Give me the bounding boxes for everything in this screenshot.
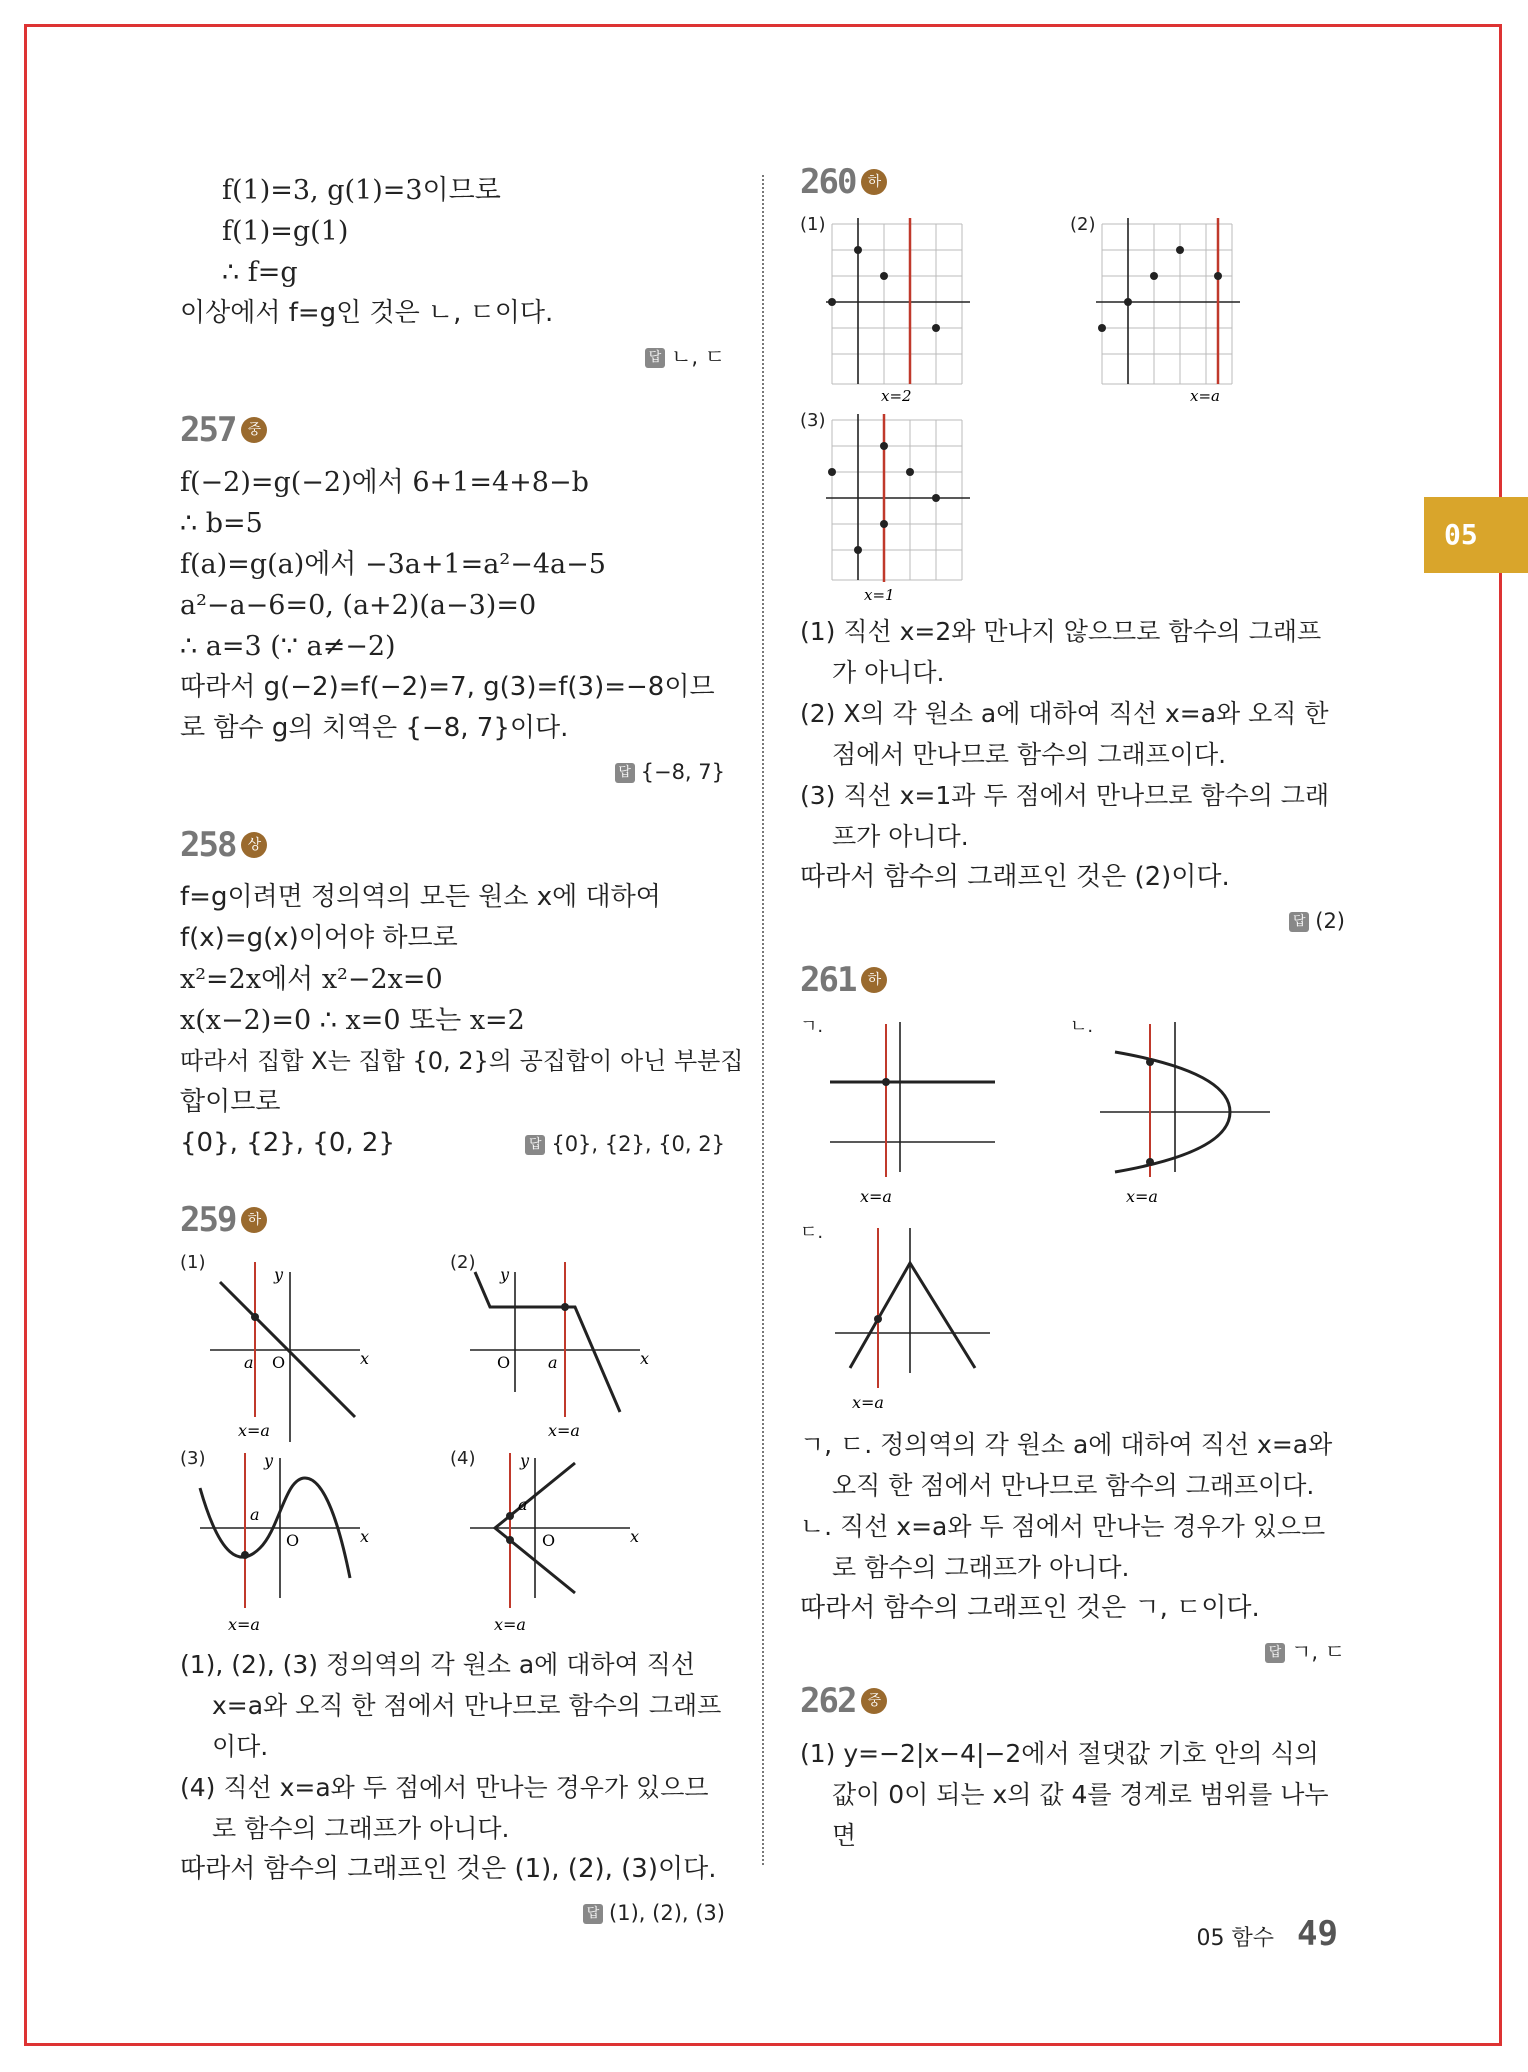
text-line: 따라서 함수의 그래프인 것은 (1), (2), (3)이다.: [180, 1854, 717, 1884]
graph-259-4: [450, 1448, 680, 1638]
graph-curve: [850, 1263, 975, 1368]
text-line: x(x−2)=0 ∴ x=0 또는 x=2: [180, 1005, 525, 1036]
chapter-label: 05 함수: [1196, 1926, 1275, 1951]
y-label: y: [264, 1451, 274, 1470]
answer-text: ㄱ, ㄷ: [1291, 1640, 1345, 1664]
text-line: ∴ a=3 (∵ a≠−2): [180, 631, 396, 662]
figure-row: [800, 1012, 1345, 1212]
answer-text: (1), (2), (3): [609, 1901, 725, 1925]
answer-text: {0}, {2}, {0, 2}: [551, 1131, 725, 1156]
a-label: a: [518, 1495, 528, 1514]
answer: [180, 1896, 725, 1930]
answer-icon: 답: [583, 1904, 603, 1924]
text-line: 이상에서 f=g인 것은 ㄴ, ㄷ이다.: [180, 298, 554, 328]
graph-260-1: [800, 214, 1000, 404]
intersection-point: [506, 1512, 514, 1520]
figure-row: [800, 410, 1345, 605]
level-badge: 중: [861, 1688, 887, 1714]
text-line: (1), (2), (3) 정의역의 각 원소 a에 대하여 직선 x=a와 오직 한 점에서 만나므로 함수의 그래프이다.: [180, 1650, 722, 1761]
text-line: (1) 직선 x=2와 만나지 않으므로 함수의 그래프가 아니다.: [800, 617, 1322, 687]
problem-259-header: [180, 1198, 725, 1242]
text-line: f(1)=g(1): [222, 216, 349, 247]
answer-text: {−8, 7}: [640, 760, 725, 784]
figure-label: ㄱ.: [800, 1016, 824, 1037]
text-line: 따라서 함수의 그래프인 것은 ㄱ, ㄷ이다.: [800, 1593, 1260, 1623]
graph-259-1: [180, 1252, 410, 1442]
y-label: y: [520, 1451, 530, 1470]
intersection-point: [561, 1303, 569, 1311]
answer: [800, 904, 1345, 938]
figure-label: ㄷ.: [800, 1222, 824, 1243]
line-label: x=1: [864, 586, 895, 604]
y-label: y: [274, 1265, 284, 1284]
text-line: ㄴ. 직선 x=a와 두 점에서 만나는 경우가 있으므로 함수의 그래프가 아니다.: [800, 1512, 1326, 1582]
graph-svg: [800, 410, 1000, 605]
data-point: [906, 468, 914, 476]
text-line: 따라서 집합 X는 집합 {0, 2}의 공집합이 아닌 부분집: [180, 1047, 744, 1075]
text-line: ㄱ, ㄷ. 정의역의 각 원소 a에 대하여 직선 x=a와 오직 한 점에서 만나므로 함수의 그래프이다.: [800, 1430, 1333, 1500]
intersection-point: [882, 1078, 890, 1086]
text-line: a²−a−6=0, (a+2)(a−3)=0: [180, 590, 537, 621]
text-line: ∴ f=g: [222, 257, 298, 288]
text-line: 따라서 함수의 그래프인 것은 (2)이다.: [800, 862, 1230, 892]
graph-260-3: [800, 410, 1000, 605]
graph-svg: [450, 1448, 680, 1638]
graph-261-b: [1070, 1012, 1290, 1212]
line-label: x=a: [228, 1615, 260, 1634]
answer-icon: 답: [1265, 1643, 1285, 1663]
text-line: {0}, {2}, {0, 2}: [180, 1128, 396, 1158]
page-footer: [1197, 1914, 1338, 1954]
graph-svg: [450, 1252, 680, 1442]
answer-icon: 답: [615, 763, 635, 783]
data-point: [1214, 272, 1222, 280]
data-point: [932, 324, 940, 332]
answer-icon: 답: [525, 1135, 545, 1155]
problem-number: 259: [180, 1200, 236, 1240]
text-line: 로 함수 g의 치역은 {−8, 7}이다.: [180, 713, 569, 743]
graph-svg: [1070, 214, 1270, 404]
line-label: x=a: [548, 1421, 580, 1440]
origin-label: O: [272, 1353, 286, 1372]
answer: [525, 1127, 725, 1161]
figure-label: (1): [800, 214, 826, 235]
text-line: 합이므로: [180, 1087, 281, 1117]
answer: [800, 1635, 1345, 1669]
problem-260-header: [800, 160, 1345, 204]
data-point: [880, 272, 888, 280]
data-point: [854, 546, 862, 554]
text-line: 따라서 g(−2)=f(−2)=7, g(3)=f(3)=−8이므: [180, 672, 715, 702]
figure-label: ㄴ.: [1070, 1016, 1094, 1037]
figure-label: (3): [180, 1448, 206, 1469]
graph-svg: [180, 1252, 410, 1442]
line-label: x=a: [494, 1615, 526, 1634]
problem-258-header: [180, 823, 725, 867]
line-label: x=a: [238, 1421, 270, 1440]
left-column: [180, 170, 744, 1934]
intersection-point: [1146, 1058, 1154, 1066]
answer-text: (2): [1315, 909, 1345, 933]
intersection-point: [251, 1313, 259, 1321]
answer-row: [180, 1123, 725, 1164]
answer-icon: 답: [1289, 912, 1309, 932]
graph-260-2: [1070, 214, 1270, 404]
answer: [180, 755, 725, 789]
text-line: f(1)=3, g(1)=3이므로: [222, 175, 501, 206]
line-label: x=2: [881, 387, 912, 404]
intersection-point: [874, 1315, 882, 1323]
graph-svg: [180, 1448, 410, 1638]
figure-row: [800, 1218, 1345, 1418]
graph-259-2: [450, 1252, 680, 1442]
figure-row: [180, 1448, 725, 1638]
data-point: [1124, 298, 1132, 306]
data-point: [880, 442, 888, 450]
text-line: (2) X의 각 원소 a에 대하여 직선 x=a와 오직 한 점에서 만나므로 함수의 그래프이다.: [800, 699, 1329, 769]
problem-number: 262: [800, 1681, 856, 1721]
level-badge: 하: [861, 967, 887, 993]
graph-svg: [800, 214, 1000, 404]
text-line: ∴ b=5: [180, 508, 263, 539]
data-point: [932, 494, 940, 502]
origin-label: O: [497, 1353, 511, 1372]
graph-261-c: [800, 1218, 1020, 1418]
answer: [180, 340, 725, 374]
graph-svg: [800, 1012, 1020, 1212]
level-badge: 하: [861, 169, 887, 195]
a-label: a: [250, 1505, 260, 1524]
text-line: (3) 직선 x=1과 두 점에서 만나므로 함수의 그래프가 아니다.: [800, 781, 1330, 851]
text-line: f=g이려면 정의역의 모든 원소 x에 대하여: [180, 882, 661, 912]
figure-label: (1): [180, 1252, 206, 1273]
data-point: [880, 520, 888, 528]
y-label: y: [500, 1265, 510, 1284]
text-line: f(x)=g(x)이어야 하므로: [180, 923, 458, 953]
graph-svg: [1070, 1012, 1290, 1212]
answer-icon: 답: [645, 348, 665, 368]
a-label: a: [548, 1353, 558, 1372]
data-point: [1176, 246, 1184, 254]
column-divider: [762, 175, 764, 1865]
x-label: x: [630, 1527, 640, 1546]
problem-number: 257: [180, 410, 236, 450]
problem-number: 261: [800, 960, 856, 1000]
level-badge: 중: [241, 417, 267, 443]
problem-262-header: [800, 1679, 1345, 1723]
x-label: x: [360, 1527, 370, 1546]
line-label: x=a: [852, 1393, 884, 1412]
figure-label: (3): [800, 410, 826, 431]
intersection-point: [506, 1536, 514, 1544]
figure-row: [800, 214, 1345, 404]
graph-curve: [475, 1272, 620, 1412]
text-line: x²=2x에서 x²−2x=0: [180, 964, 443, 995]
level-badge: 하: [241, 1207, 267, 1233]
text-line: f(−2)=g(−2)에서 6+1=4+8−b: [180, 467, 589, 498]
text-line: (1) y=−2|x−4|−2에서 절댓값 기호 안의 식의 값이 0이 되는 x의 값 4를 경계로 범위를 나누면: [800, 1739, 1329, 1850]
data-point: [1098, 324, 1106, 332]
figure-row: [180, 1252, 725, 1442]
intersection-point: [241, 1551, 249, 1559]
text-line: (4) 직선 x=a와 두 점에서 만나는 경우가 있으므로 함수의 그래프가 아니다.: [180, 1773, 709, 1843]
graph-svg: [800, 1218, 1020, 1418]
data-point: [828, 468, 836, 476]
right-column: [800, 160, 1345, 1856]
data-point: [828, 298, 836, 306]
a-label: a: [244, 1353, 254, 1372]
intersection-point: [1146, 1158, 1154, 1166]
problem-261-header: [800, 958, 1345, 1002]
line-label: x=a: [860, 1187, 892, 1206]
text-line: f(a)=g(a)에서 −3a+1=a²−4a−5: [180, 549, 606, 580]
problem-number: 258: [180, 825, 236, 865]
problem-257-header: [180, 408, 725, 452]
figure-label: (2): [1070, 214, 1096, 235]
answer-text: ㄴ, ㄷ: [671, 345, 725, 369]
problem-number: 260: [800, 162, 856, 202]
x-label: x: [640, 1349, 650, 1368]
page-number: 49: [1297, 1914, 1338, 1954]
line-label: x=a: [1126, 1187, 1158, 1206]
graph-259-3: [180, 1448, 410, 1638]
origin-label: O: [286, 1531, 300, 1550]
graph-261-a: [800, 1012, 1020, 1212]
line-label: x=a: [1190, 387, 1220, 404]
origin-label: O: [542, 1531, 556, 1550]
figure-label: (4): [450, 1448, 476, 1469]
data-point: [1150, 272, 1158, 280]
x-label: x: [360, 1349, 370, 1368]
level-badge: 상: [241, 832, 267, 858]
section-tab: 05: [1424, 497, 1528, 573]
figure-label: (2): [450, 1252, 476, 1273]
data-point: [854, 246, 862, 254]
